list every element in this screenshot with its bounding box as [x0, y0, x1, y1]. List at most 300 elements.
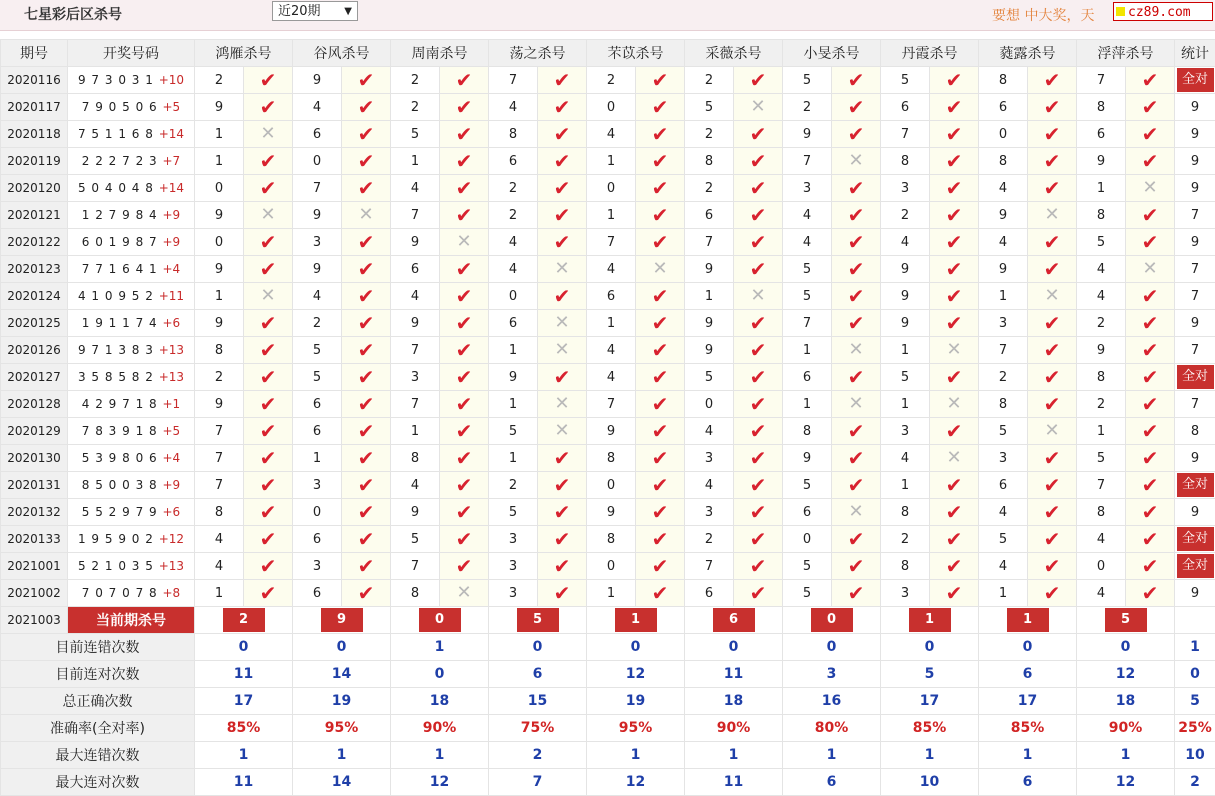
kill-number-cell: 9	[587, 499, 636, 526]
result-mark-cell	[538, 499, 587, 526]
kill-number-cell: 2	[685, 526, 734, 553]
check-icon: ✔	[260, 500, 277, 524]
bonus-number: +11	[159, 289, 184, 303]
kill-number-cell: 2	[195, 67, 244, 94]
kill-number-cell: 2	[881, 526, 930, 553]
result-mark-cell	[734, 256, 783, 283]
result-mark-cell	[636, 94, 685, 121]
check-icon: ✔	[1142, 311, 1159, 335]
check-icon: ✔	[1142, 68, 1159, 92]
check-icon: ✔	[750, 257, 767, 281]
kill-number-cell: 3	[783, 175, 832, 202]
summary-value: 0	[783, 634, 881, 661]
kill-number-cell: 4	[587, 364, 636, 391]
kill-number-cell: 6	[293, 391, 342, 418]
result-mark-cell	[832, 256, 881, 283]
draw-numbers: 9 7 3 0 3 1	[78, 73, 154, 87]
kill-number-cell: 9	[685, 310, 734, 337]
ad-banner-text[interactable]: 要想 中大奖，天	[992, 5, 1094, 25]
result-mark-cell	[636, 472, 685, 499]
kill-number-cell: 8	[979, 148, 1028, 175]
result-mark-cell	[440, 94, 489, 121]
kill-number-cell: 1	[195, 121, 244, 148]
kill-number-cell: 3	[293, 472, 342, 499]
page-title: 七星彩后区杀号	[24, 4, 122, 24]
result-mark-cell	[244, 553, 293, 580]
check-icon: ✔	[358, 527, 375, 551]
current-period-row	[1, 607, 1215, 634]
current-kill-number: 2	[223, 608, 265, 632]
table-row	[1, 256, 1215, 283]
check-icon: ✔	[848, 257, 865, 281]
check-icon: ✔	[358, 500, 375, 524]
result-mark-cell	[538, 148, 587, 175]
draw-numbers: 2 2 2 7 2 3	[82, 154, 158, 168]
result-mark-cell	[440, 283, 489, 310]
check-icon: ✔	[456, 149, 473, 173]
result-mark-cell	[734, 202, 783, 229]
table-row	[1, 526, 1215, 553]
table-row	[1, 553, 1215, 580]
kill-number-cell: 5	[685, 94, 734, 121]
check-icon: ✔	[652, 500, 669, 524]
bonus-number: +1	[163, 397, 181, 411]
check-icon: ✔	[750, 446, 767, 470]
check-icon: ✔	[848, 473, 865, 497]
result-mark-cell	[636, 310, 685, 337]
summary-value: 18	[685, 688, 783, 715]
check-icon: ✔	[358, 230, 375, 254]
stat-cell: 7	[1175, 337, 1215, 364]
summary-row	[1, 661, 1215, 688]
kill-number-cell: 8	[685, 148, 734, 175]
check-icon: ✔	[1142, 122, 1159, 146]
result-mark-cell	[930, 553, 979, 580]
result-mark-cell	[734, 526, 783, 553]
current-kill-number: 9	[321, 608, 363, 632]
all-correct-badge: 全对	[1177, 473, 1214, 497]
kill-number-cell: 7	[195, 418, 244, 445]
result-mark-cell	[342, 499, 391, 526]
draw-numbers-cell	[68, 526, 195, 553]
kill-number-cell: 1	[685, 283, 734, 310]
kill-number-cell: 7	[293, 175, 342, 202]
check-icon: ✔	[1044, 149, 1061, 173]
period-cell: 2021001	[1, 553, 68, 580]
summary-label: 目前连错次数	[1, 634, 195, 661]
result-mark-cell	[244, 148, 293, 175]
check-icon: ✔	[946, 95, 963, 119]
kill-number-cell: 6	[783, 499, 832, 526]
check-icon: ✔	[1142, 419, 1159, 443]
result-mark-cell	[342, 337, 391, 364]
bonus-number: +7	[163, 154, 181, 168]
summary-row	[1, 688, 1215, 715]
result-mark-cell	[1028, 256, 1077, 283]
draw-numbers: 4 2 9 7 1 8	[82, 397, 158, 411]
kill-number-cell: 1	[293, 445, 342, 472]
kill-number-cell: 7	[195, 445, 244, 472]
summary-value: 1	[1077, 742, 1175, 769]
result-mark-cell	[538, 418, 587, 445]
killer-column-header: 周南杀号	[391, 40, 489, 67]
result-mark-cell	[440, 67, 489, 94]
result-mark-cell	[832, 283, 881, 310]
result-mark-cell	[342, 364, 391, 391]
summary-value: 85%	[195, 715, 293, 742]
result-mark-cell	[1028, 553, 1077, 580]
draw-numbers: 3 5 8 5 8 2	[78, 370, 154, 384]
summary-value: 12	[1077, 661, 1175, 688]
result-mark-cell	[1126, 337, 1175, 364]
kill-number-cell: 5	[489, 418, 538, 445]
result-mark-cell	[538, 445, 587, 472]
period-cell: 2020123	[1, 256, 68, 283]
cross-icon: ✕	[946, 339, 961, 360]
stat-cell: 9	[1175, 121, 1215, 148]
check-icon: ✔	[1044, 68, 1061, 92]
result-mark-cell	[342, 202, 391, 229]
result-mark-cell	[1126, 526, 1175, 553]
killer-column-header: 小旻杀号	[783, 40, 881, 67]
check-icon: ✔	[358, 581, 375, 605]
kill-number-cell: 8	[1077, 202, 1126, 229]
kill-number-cell: 8	[587, 445, 636, 472]
check-icon: ✔	[750, 392, 767, 416]
result-mark-cell	[342, 256, 391, 283]
kill-number-cell: 9	[391, 499, 440, 526]
result-mark-cell	[1028, 472, 1077, 499]
summary-value: 1	[1175, 634, 1215, 661]
kill-number-cell: 6	[685, 580, 734, 607]
kill-number-cell: 4	[391, 175, 440, 202]
cross-icon: ✕	[456, 231, 471, 252]
summary-value: 2	[489, 742, 587, 769]
current-kill-number: 5	[1105, 608, 1147, 632]
period-cell: 2020133	[1, 526, 68, 553]
draw-numbers-cell	[68, 337, 195, 364]
draw-numbers-cell	[68, 553, 195, 580]
check-icon: ✔	[848, 284, 865, 308]
result-mark-cell	[636, 121, 685, 148]
draw-numbers-cell	[68, 472, 195, 499]
cross-icon: ✕	[1142, 177, 1157, 198]
kill-number-cell: 4	[587, 337, 636, 364]
check-icon: ✔	[750, 500, 767, 524]
cross-icon: ✕	[946, 447, 961, 468]
result-mark-cell	[1126, 310, 1175, 337]
cross-icon: ✕	[1044, 285, 1059, 306]
table-row	[1, 67, 1215, 94]
result-mark-cell	[1028, 94, 1077, 121]
check-icon: ✔	[456, 392, 473, 416]
result-mark-cell	[342, 580, 391, 607]
draw-numbers-cell	[68, 175, 195, 202]
result-mark-cell	[538, 67, 587, 94]
table-row	[1, 202, 1215, 229]
check-icon: ✔	[554, 581, 571, 605]
result-mark-cell	[832, 418, 881, 445]
period-cell: 2020130	[1, 445, 68, 472]
result-mark-cell	[832, 391, 881, 418]
summary-value: 95%	[293, 715, 391, 742]
kill-number-cell: 9	[783, 445, 832, 472]
kill-number-cell: 2	[293, 310, 342, 337]
stat-cell: 7	[1175, 202, 1215, 229]
check-icon: ✔	[1044, 257, 1061, 281]
kill-number-cell: 2	[391, 67, 440, 94]
summary-value: 1	[391, 742, 489, 769]
check-icon: ✔	[1044, 581, 1061, 605]
check-icon: ✔	[358, 311, 375, 335]
cross-icon: ✕	[456, 582, 471, 603]
check-icon: ✔	[554, 446, 571, 470]
check-icon: ✔	[750, 203, 767, 227]
draw-numbers: 9 7 1 3 8 3	[78, 343, 154, 357]
check-icon: ✔	[260, 392, 277, 416]
result-mark-cell	[734, 472, 783, 499]
result-mark-cell	[832, 148, 881, 175]
kill-number-cell: 4	[587, 256, 636, 283]
period-cell: 2020128	[1, 391, 68, 418]
result-mark-cell	[734, 229, 783, 256]
result-mark-cell	[342, 526, 391, 553]
kill-number-cell: 8	[881, 499, 930, 526]
draw-numbers: 5 0 4 0 4 8	[78, 181, 154, 195]
kill-number-cell: 1	[195, 283, 244, 310]
summary-value: 6	[979, 769, 1077, 796]
kill-number-cell: 0	[979, 121, 1028, 148]
result-mark-cell	[1028, 283, 1077, 310]
result-mark-cell	[930, 472, 979, 499]
result-mark-cell	[1028, 418, 1077, 445]
killer-column-header: 浮萍杀号	[1077, 40, 1175, 67]
kill-number-cell: 8	[979, 391, 1028, 418]
check-icon: ✔	[652, 203, 669, 227]
current-kill-cell	[391, 607, 489, 634]
result-mark-cell	[440, 472, 489, 499]
result-mark-cell	[734, 391, 783, 418]
kill-number-cell: 3	[489, 526, 538, 553]
cross-icon: ✕	[750, 285, 765, 306]
summary-value: 0	[881, 634, 979, 661]
kill-number-cell: 1	[489, 445, 538, 472]
kill-number-cell: 5	[1077, 229, 1126, 256]
kill-number-cell: 5	[489, 499, 538, 526]
check-icon: ✔	[652, 581, 669, 605]
check-icon: ✔	[946, 257, 963, 281]
check-icon: ✔	[260, 149, 277, 173]
table-row	[1, 472, 1215, 499]
check-icon: ✔	[358, 122, 375, 146]
check-icon: ✔	[554, 473, 571, 497]
check-icon: ✔	[848, 419, 865, 443]
check-icon: ✔	[260, 95, 277, 119]
check-icon: ✔	[750, 581, 767, 605]
check-icon: ✔	[456, 500, 473, 524]
cross-icon: ✕	[358, 204, 373, 225]
draw-numbers-cell	[68, 202, 195, 229]
kill-number-cell: 2	[489, 472, 538, 499]
result-mark-cell	[832, 553, 881, 580]
draw-numbers-cell	[68, 364, 195, 391]
draw-numbers-cell	[68, 418, 195, 445]
summary-row	[1, 634, 1215, 661]
summary-value: 11	[195, 661, 293, 688]
result-mark-cell	[636, 499, 685, 526]
result-mark-cell	[734, 418, 783, 445]
result-mark-cell	[636, 418, 685, 445]
kill-number-cell: 5	[783, 553, 832, 580]
result-mark-cell	[734, 445, 783, 472]
check-icon: ✔	[750, 338, 767, 362]
kill-number-cell: 4	[489, 229, 538, 256]
kill-number-cell: 1	[587, 202, 636, 229]
result-mark-cell	[538, 94, 587, 121]
check-icon: ✔	[456, 311, 473, 335]
kill-number-cell: 6	[783, 364, 832, 391]
kill-number-cell: 8	[881, 148, 930, 175]
result-mark-cell	[832, 121, 881, 148]
check-icon: ✔	[1142, 230, 1159, 254]
kill-number-cell: 5	[783, 256, 832, 283]
result-mark-cell	[636, 391, 685, 418]
kill-number-cell: 4	[489, 94, 538, 121]
check-icon: ✔	[456, 365, 473, 389]
result-mark-cell	[1028, 526, 1077, 553]
check-icon: ✔	[554, 122, 571, 146]
summary-value: 14	[293, 769, 391, 796]
killer-column-header: 丹霞杀号	[881, 40, 979, 67]
stat-cell: 9	[1175, 175, 1215, 202]
kill-number-cell: 8	[1077, 94, 1126, 121]
result-mark-cell	[930, 67, 979, 94]
kill-number-cell: 6	[293, 526, 342, 553]
kill-number-cell: 0	[587, 175, 636, 202]
summary-value: 1	[391, 634, 489, 661]
check-icon: ✔	[260, 419, 277, 443]
check-icon: ✔	[652, 149, 669, 173]
kill-number-cell: 4	[391, 472, 440, 499]
check-icon: ✔	[358, 95, 375, 119]
check-icon: ✔	[554, 554, 571, 578]
check-icon: ✔	[260, 338, 277, 362]
table-row	[1, 148, 1215, 175]
result-mark-cell	[636, 526, 685, 553]
check-icon: ✔	[1044, 95, 1061, 119]
summary-value: 19	[587, 688, 685, 715]
kill-number-cell: 0	[489, 283, 538, 310]
summary-value: 0	[587, 634, 685, 661]
kill-number-cell: 7	[685, 229, 734, 256]
period-cell: 2020117	[1, 94, 68, 121]
summary-label: 总正确次数	[1, 688, 195, 715]
result-mark-cell	[832, 175, 881, 202]
result-mark-cell	[832, 526, 881, 553]
result-mark-cell	[1126, 364, 1175, 391]
result-mark-cell	[538, 472, 587, 499]
stat-cell: 8	[1175, 418, 1215, 445]
result-mark-cell	[636, 364, 685, 391]
bonus-number: +5	[163, 100, 181, 114]
table-row	[1, 580, 1215, 607]
summary-value: 0	[1077, 634, 1175, 661]
kill-number-cell: 3	[979, 445, 1028, 472]
current-kill-label: 当前期杀号	[68, 607, 195, 634]
site-logo[interactable]	[1113, 2, 1213, 21]
killer-column-header: 荡之杀号	[489, 40, 587, 67]
period-cell: 2020118	[1, 121, 68, 148]
kill-number-cell: 6	[881, 94, 930, 121]
summary-value: 10	[1175, 742, 1215, 769]
check-icon: ✔	[946, 122, 963, 146]
kill-number-cell: 8	[1077, 499, 1126, 526]
draw-numbers-cell	[68, 283, 195, 310]
check-icon: ✔	[554, 95, 571, 119]
summary-row	[1, 742, 1215, 769]
check-icon: ✔	[652, 284, 669, 308]
kill-number-cell: 8	[391, 445, 440, 472]
kill-number-cell: 7	[1077, 67, 1126, 94]
current-kill-cell	[783, 607, 881, 634]
check-icon: ✔	[358, 176, 375, 200]
period-column-header: 期号	[1, 40, 68, 67]
result-mark-cell	[538, 526, 587, 553]
check-icon: ✔	[946, 527, 963, 551]
summary-value: 17	[195, 688, 293, 715]
result-mark-cell	[1126, 148, 1175, 175]
kill-number-cell: 9	[685, 337, 734, 364]
check-icon: ✔	[358, 419, 375, 443]
result-mark-cell	[440, 499, 489, 526]
check-icon: ✔	[1044, 365, 1061, 389]
summary-value: 12	[391, 769, 489, 796]
period-select[interactable]	[272, 1, 358, 21]
summary-value: 95%	[587, 715, 685, 742]
kill-number-cell: 1	[1077, 175, 1126, 202]
result-mark-cell	[1126, 121, 1175, 148]
kill-number-cell: 0	[587, 94, 636, 121]
cross-icon: ✕	[946, 393, 961, 414]
kill-number-cell: 9	[391, 229, 440, 256]
bonus-number: +9	[163, 478, 181, 492]
result-mark-cell	[244, 499, 293, 526]
check-icon: ✔	[456, 338, 473, 362]
table-row	[1, 175, 1215, 202]
summary-value: 0	[685, 634, 783, 661]
kill-number-cell: 5	[881, 67, 930, 94]
result-mark-cell	[244, 121, 293, 148]
result-mark-cell	[342, 94, 391, 121]
bonus-number: +10	[159, 73, 184, 87]
kill-number-cell: 9	[391, 310, 440, 337]
stat-cell	[1175, 364, 1215, 391]
result-mark-cell	[930, 121, 979, 148]
draw-numbers: 7 7 1 6 4 1	[82, 262, 158, 276]
result-mark-cell	[636, 553, 685, 580]
kill-number-cell: 7	[195, 472, 244, 499]
table-row	[1, 364, 1215, 391]
result-mark-cell	[930, 499, 979, 526]
kill-number-cell: 4	[1077, 526, 1126, 553]
kill-number-cell: 9	[881, 283, 930, 310]
kill-number-cell: 1	[979, 283, 1028, 310]
period-cell: 2020132	[1, 499, 68, 526]
kill-number-cell: 7	[783, 148, 832, 175]
result-mark-cell	[1028, 364, 1077, 391]
draw-numbers: 7 5 1 1 6 8	[78, 127, 154, 141]
kill-number-cell: 9	[195, 391, 244, 418]
